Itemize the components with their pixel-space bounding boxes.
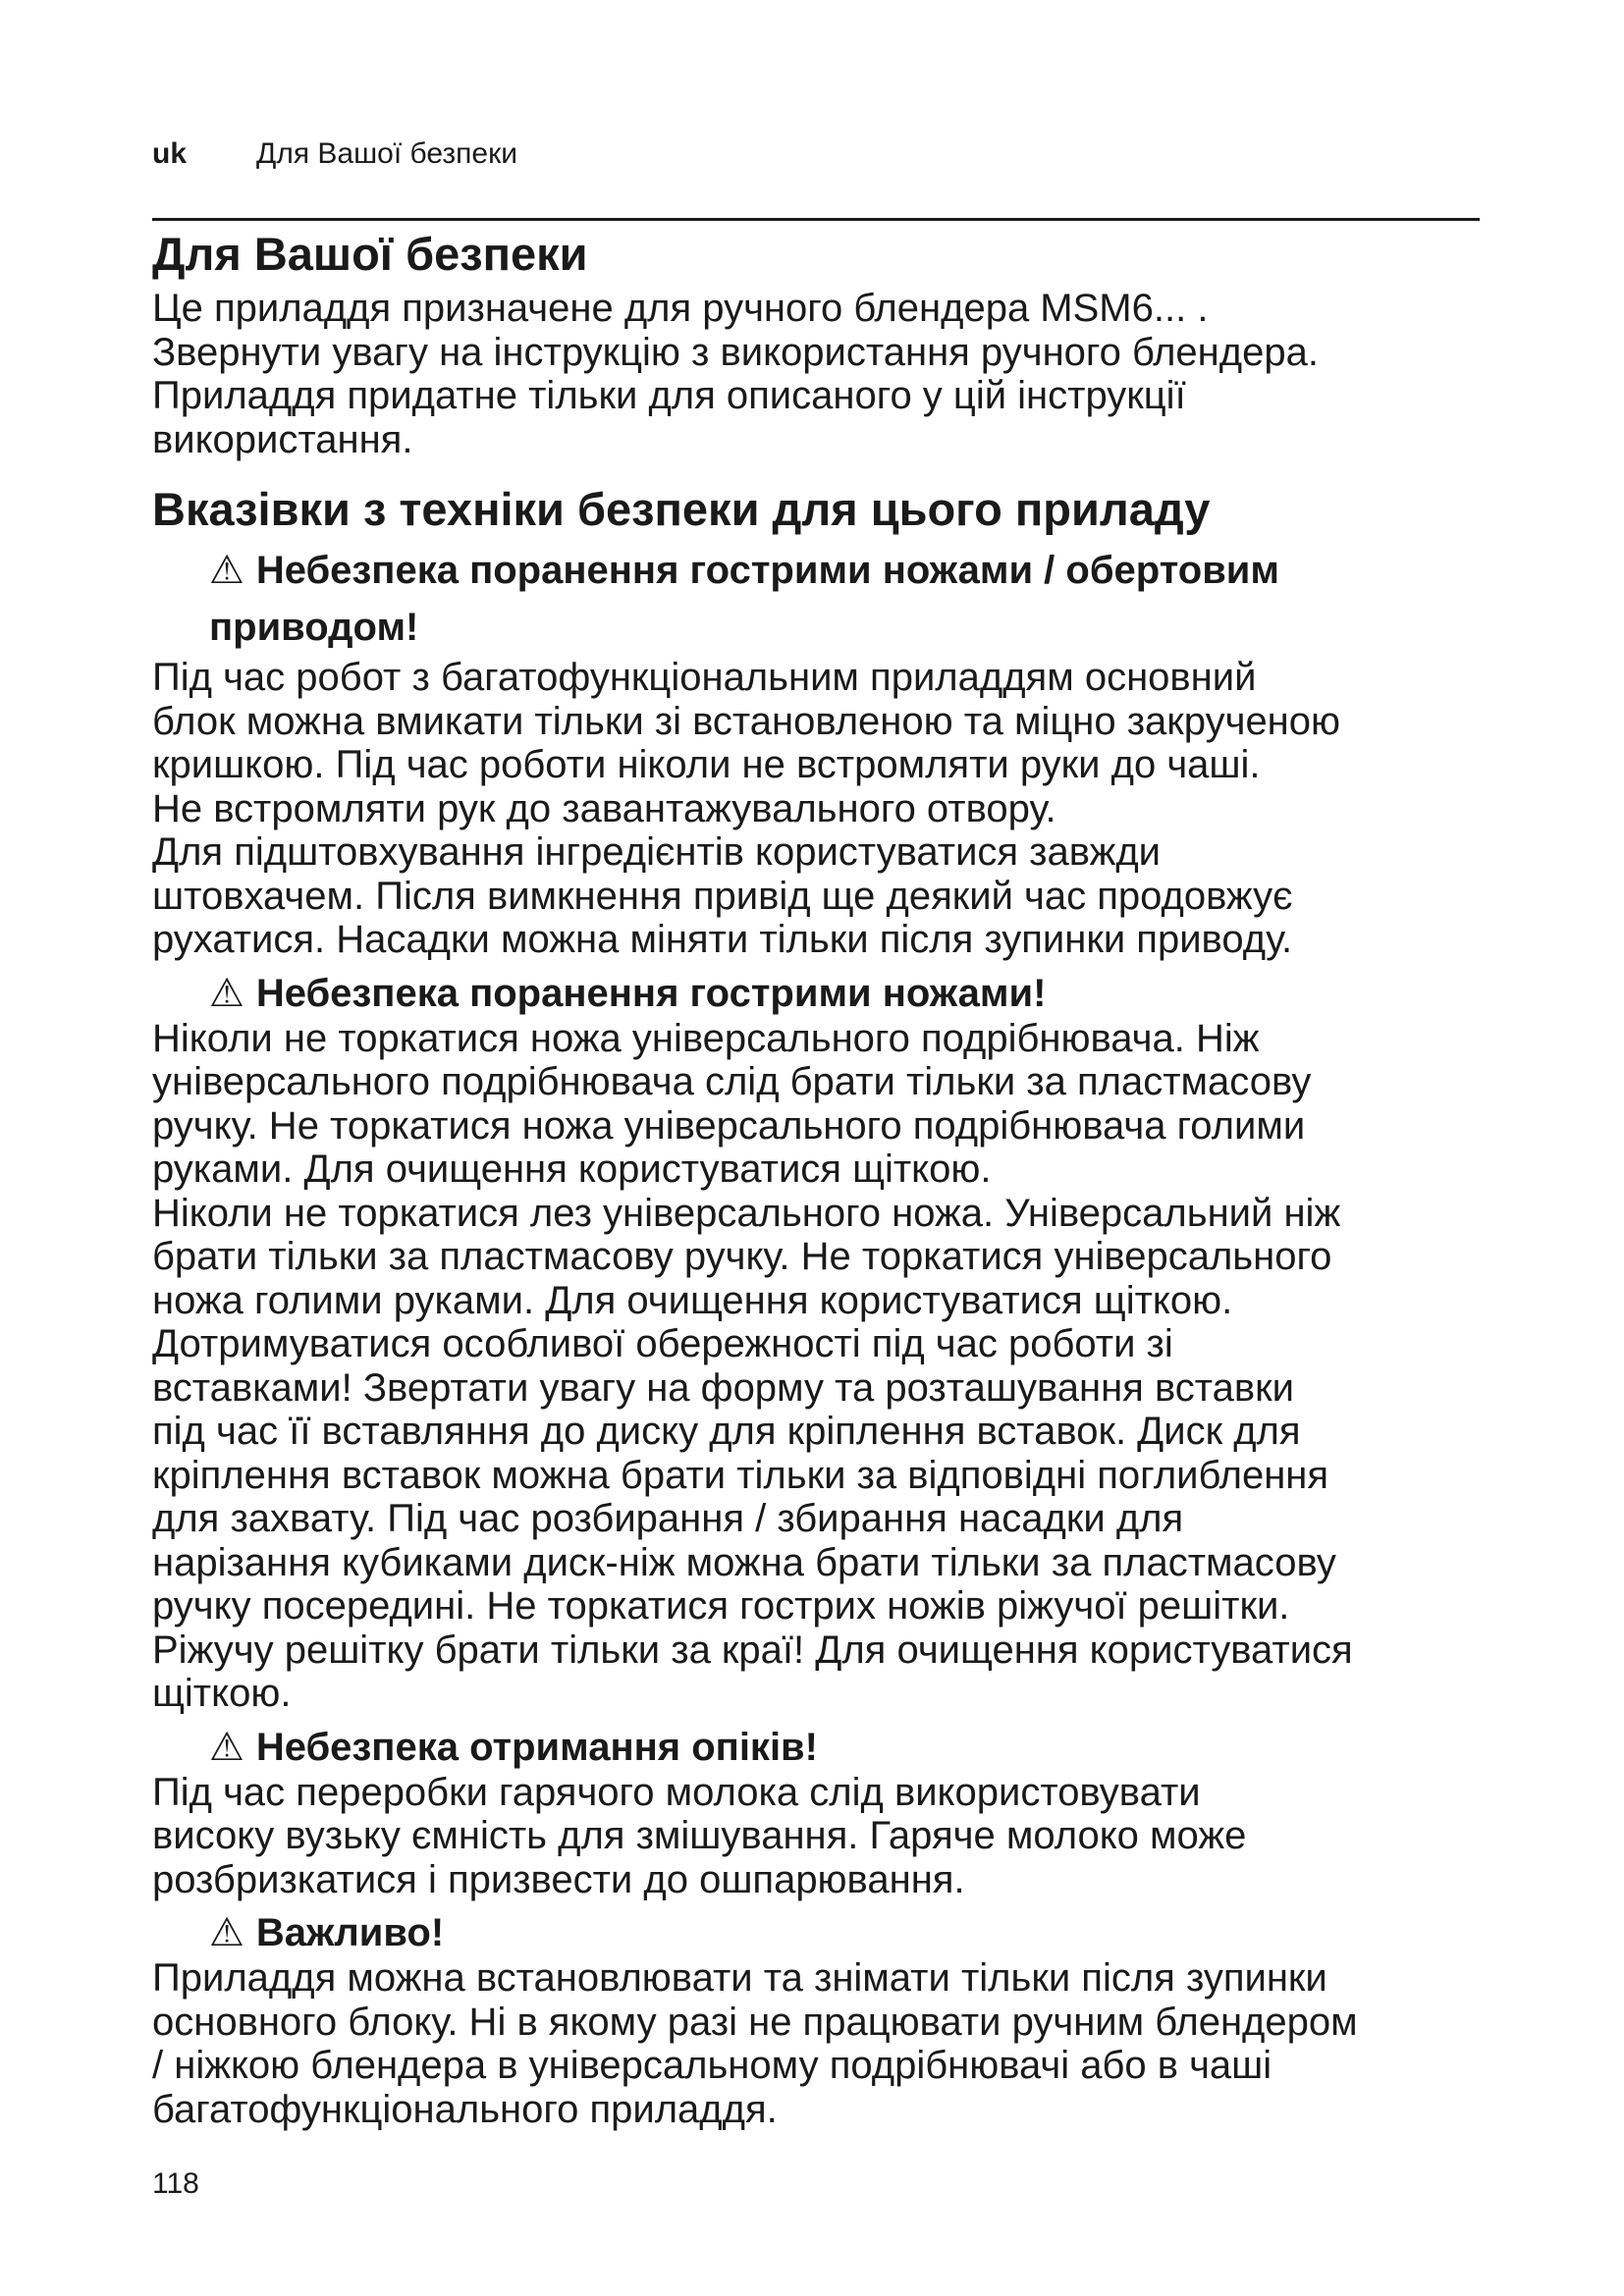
warning-body-line: Під час переробки гарячого молока слід використовувати (152, 1770, 1201, 1814)
warning-body-line: кріплення вставок можна брати тільки за відповідні поглиблення (152, 1453, 1329, 1497)
warning-heading-text: Небезпека поранення гострими ножами / обертовим (255, 549, 1279, 592)
warning-body-line: щіткою. (152, 1672, 292, 1715)
language-code: uk (152, 137, 188, 170)
warning-body-line: високу вузьку ємність для змішування. Гаряче молоко може (152, 1814, 1247, 1857)
warning-body-line: Дотримуватися особливої обережності під час роботи зі (152, 1322, 1173, 1365)
warning-body-line: універсального подрібнювача слід брати тільки за пластмасову (152, 1060, 1312, 1103)
warning-body-line: Ріжучу решітку брати тільки за краї! Для очищення користуватися (152, 1628, 1353, 1672)
running-header (152, 137, 517, 171)
header-rule (152, 218, 1480, 221)
warning-triangle-icon: ⚠ (209, 549, 244, 592)
warning-body-line: під час її вставляння до диску для кріплення вставок. Диск для (152, 1410, 1301, 1453)
intro-line: Приладдя придатне тільки для описаного у цій інструкції (152, 374, 1186, 417)
warning-triangle-icon: ⚠ (209, 971, 244, 1015)
warning-body-line: / ніжкою блендера в універсальному подрібнювачі або в чаші (152, 2044, 1272, 2087)
warning-body-line: блок можна вмикати тільки зі встановленою та міцно закрученою (152, 699, 1341, 743)
warning-heading-text: Небезпека отримання опіків! (255, 1725, 818, 1769)
warning-body-line: Ніколи не торкатися лез універсального ножа. Універсальний ніж (152, 1191, 1341, 1235)
main-content (152, 222, 1488, 2131)
warning-body-line: ножа голими руками. Для очищення користуватися щіткою. (152, 1278, 1233, 1322)
warning-heading-text: приводом! (209, 606, 419, 649)
warning-body-line: нарізання кубиками диск-ніж можна брати тільки за пластмасову (152, 1540, 1336, 1584)
warning-heading (209, 1724, 1488, 1771)
running-title: Для Вашої безпеки (256, 137, 517, 170)
section-title-safety-instructions: Вказівки з техніки безпеки для цього приладу (152, 483, 1211, 535)
warning-heading (209, 970, 1488, 1017)
section-title-safety: Для Вашої безпеки (152, 228, 588, 280)
intro-line: Звернути увагу на інструкцію з використання ручного блендера. (152, 330, 1319, 374)
warning-body-line: кришкою. Під час роботи ніколи не встромляти руки до чаші. (152, 743, 1261, 786)
warning-body-line: багатофункціонального приладдя. (152, 2087, 778, 2131)
warning-heading (209, 1909, 1488, 1956)
warning-body-line: ручку. Не торкатися ножа універсального подрібнювача голими (152, 1103, 1306, 1148)
warning-heading-text: Небезпека поранення гострими ножами! (255, 971, 1047, 1015)
warning-heading-text: Важливо! (255, 1911, 445, 1954)
warning-body-line: ручку посередині. Не торкатися гострих ножів ріжучої решітки. (152, 1584, 1290, 1628)
warning-body-line: Не встромляти рук до завантажувального отвору. (152, 786, 1056, 830)
intro-line: використання. (152, 417, 413, 461)
warning-body-line: Для підштовхування інгредієнтів користуватися завжди (152, 830, 1162, 874)
warning-body-line: для захвату. Під час розбирання / збирання насадки для (152, 1497, 1184, 1540)
warning-body-line: Приладдя можна встановлювати та знімати тільки після зупинки (152, 1956, 1327, 2000)
warning-body-line: Ніколи не торкатися ножа універсального подрібнювача. Ніж (152, 1016, 1260, 1060)
warning-body-line: штовхачем. Після вимкнення привід ще деякий час продовжує (152, 874, 1293, 918)
intro-line: Це приладдя призначене для ручного блендера MSM6... . (152, 287, 1209, 330)
warning-heading (209, 542, 1488, 656)
warning-body-line: вставками! Звертати увагу на форму та розташування вставки (152, 1365, 1294, 1410)
warning-body-line: розбризкатися і призвести до ошпарювання. (152, 1857, 965, 1901)
warning-triangle-icon: ⚠ (209, 1911, 244, 1954)
warning-body-line: основного блоку. Ні в якому разі не працювати ручним блендером (152, 2000, 1358, 2044)
warning-body-line: руками. Для очищення користуватися щіткою. (152, 1148, 992, 1191)
page-number: 118 (152, 2167, 199, 2200)
warning-body-line: рухатися. Насадки можна міняти тільки після зупинки приводу. (152, 918, 1293, 961)
warning-triangle-icon: ⚠ (209, 1725, 244, 1769)
warning-body-line: брати тільки за пластмасову ручку. Не торкатися універсального (152, 1235, 1332, 1278)
warning-body-line: Під час робот з багатофункціональним приладдям основний (152, 656, 1257, 699)
